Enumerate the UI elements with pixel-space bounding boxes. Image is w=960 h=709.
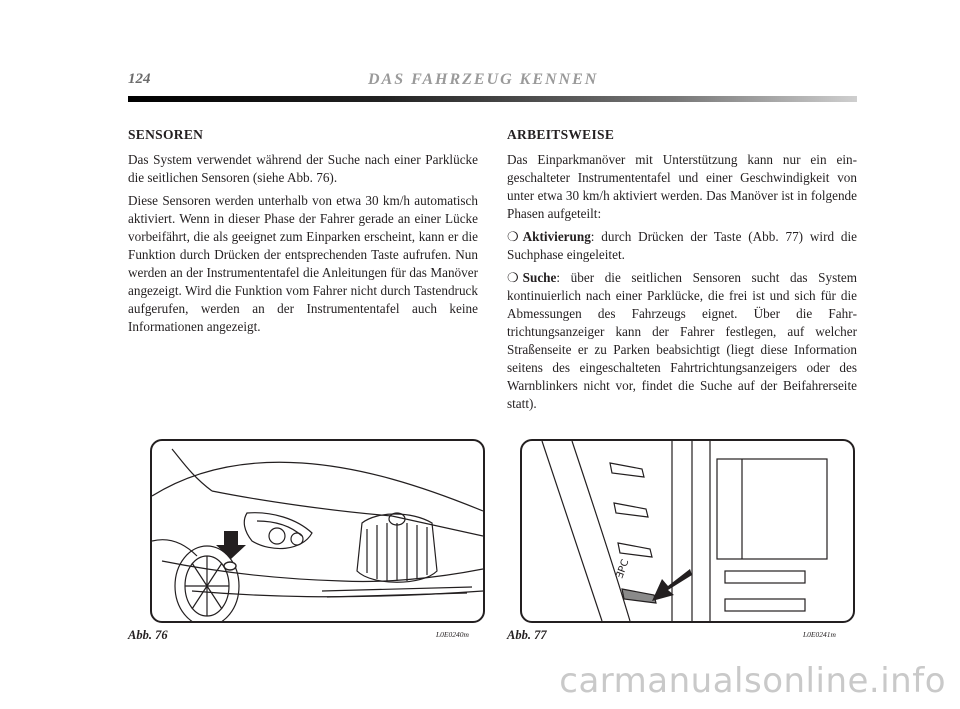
list-item (507, 228, 857, 264)
list-item (507, 269, 857, 413)
dashboard-illustration (522, 441, 853, 621)
left-column (128, 126, 478, 341)
bullet-icon: ❍ (507, 229, 519, 244)
section-heading-sensoren: SENSOREN (128, 127, 204, 142)
figure-code: L0E0240m (436, 630, 469, 639)
watermark: carmanualsonline.info (559, 661, 946, 701)
car-front-illustration (152, 441, 483, 621)
figure-caption: Abb. 76 (128, 628, 168, 642)
bullet-term: Suche (522, 270, 557, 285)
sensor-marker (224, 562, 236, 570)
arrow-down-icon (216, 531, 246, 559)
right-column (507, 126, 857, 418)
parking-button-label: ƎPC (614, 558, 632, 581)
paragraph: Diese Sensoren werden unterhalb von etwa 30 km/h automatisch aktiviert. Wenn in dieser Phase der Fahrer gerade an einer Lücke vorbeifährt, die als geeignet zum Einparken erscheint, kann er die Funktion durch Drücken der entsprechenden Taste aufrufen. Nun werden an der Instrumententafel die Anleitungen für das Manöver angezeigt. Wird die Funktion vom Fahrer nicht durch Tastendruck aufgerufen, werden an der Instrumententafel auch keine Informationen angezeigt. (128, 193, 478, 334)
figure-caption: Abb. 77 (507, 628, 547, 642)
bullet-term: Aktivierung (522, 229, 591, 244)
page-number: 124 (128, 71, 151, 87)
bullet-text: : über die seitlichen Sensoren sucht das System kontinuierlich nach einer Parklücke, die frei ist und sich für die Abmessungen des Fahrzeugs eignet. Über die Fahrtrichtungsanzeiger kann der Fahrer festlegen, auf welcher Straßenseite er zu Parken beabsichtigt (liegt diese Information seitens des eingeschalteten Fahrtrichtungsanzeigers oder des Warnblinkers nicht vor, findet die Suche auf der Beifahrerseite statt). (507, 270, 857, 411)
bullet-icon: ❍ (507, 270, 519, 285)
figure-code: L0E0241m (803, 630, 836, 639)
paragraph: Das Einparkmanöver mit Unterstützung kann nur ein eingeschalteter Instrumententafel und einer Geschwindigkeit von unter etwa 30 km/h aktiviert werden. Das Manöver ist in folgende Phasen aufgeteilt: (507, 152, 857, 221)
running-title: DAS FAHRZEUG KENNEN (368, 71, 599, 88)
figure-car-front-sensor (150, 439, 485, 623)
figure-parking-button (520, 439, 855, 623)
paragraph: Das System verwendet während der Suche nach einer Parklücke die seitlichen Sensoren (siehe Abb. 76). (128, 152, 478, 185)
bullet-text: : durch Drücken der Taste (Abb. 77) wird die Suchphase eingeleitet. (507, 229, 857, 262)
section-heading-arbeitsweise: ARBEITSWEISE (507, 127, 615, 142)
header-rule (128, 96, 857, 102)
